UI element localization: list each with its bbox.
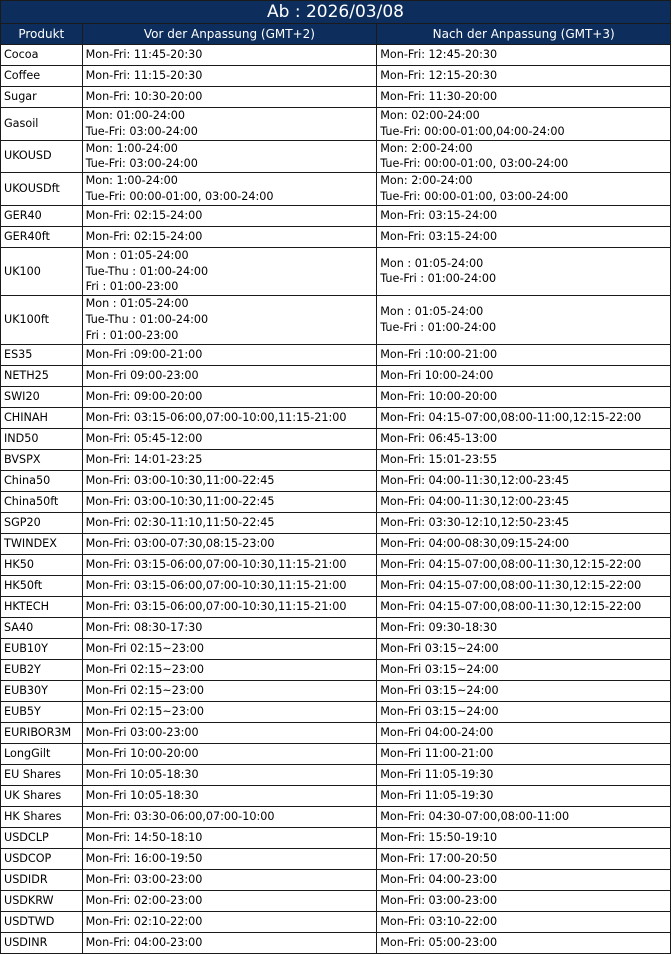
product-cell: Sugar — [1, 87, 83, 108]
hours-line: Mon-Fri: 03:00-23:00 — [380, 893, 498, 907]
hours-line: Mon-Fri: 04:15-07:00,08:00-11:30,12:15-22:00 — [380, 599, 642, 613]
hours-line: Mon: 02:00-24:00 — [380, 109, 480, 122]
title-row — [1, 1, 671, 24]
table-row — [1, 470, 671, 491]
hours-line: Mon-Fri: 03:15-06:00,07:00-10:30,11:15-21:00 — [85, 578, 347, 592]
table-row — [1, 66, 671, 87]
column-header-product: Produkt — [1, 24, 83, 45]
table-row — [1, 743, 671, 764]
product-cell: CHINAH — [1, 407, 83, 428]
hours-line: Mon-Fri 04:00-24:00 — [380, 725, 494, 739]
before-hours-cell — [82, 575, 377, 596]
hours-line: Mon-Fri 03:15~24:00 — [380, 662, 499, 676]
table-row — [1, 911, 671, 932]
before-hours-cell — [82, 848, 377, 869]
after-hours-cell — [377, 890, 671, 911]
after-hours-cell — [377, 491, 671, 512]
product-cell: Cocoa — [1, 45, 83, 66]
hours-line: Mon-Fri :09:00-21:00 — [85, 347, 203, 361]
table-row — [1, 173, 671, 206]
before-hours-cell — [82, 785, 377, 806]
hours-line: Mon-Fri: 11:15-20:30 — [85, 69, 203, 83]
table-row — [1, 491, 671, 512]
hours-line: Mon-Fri 03:15~24:00 — [380, 683, 499, 697]
before-hours-cell — [82, 173, 377, 206]
table-row — [1, 722, 671, 743]
after-hours-cell — [377, 617, 671, 638]
after-hours-cell — [377, 173, 671, 206]
product-cell: USDCLP — [1, 827, 83, 848]
table-row — [1, 932, 671, 953]
hours-line: Mon: 2:00-24:00 — [380, 141, 473, 155]
after-hours-cell — [377, 575, 671, 596]
table-row — [1, 87, 671, 108]
hours-line: Mon-Fri :10:00-21:00 — [380, 347, 498, 361]
hours-line: Tue-Fri : 01:00-24:00 — [380, 272, 497, 286]
table-row — [1, 365, 671, 386]
hours-line: Mon-Fri: 04:15-07:00,08:00-11:30,12:15-22:00 — [380, 578, 642, 592]
hours-line: Mon-Fri 11:05-19:30 — [380, 767, 494, 781]
after-hours-cell — [377, 470, 671, 491]
hours-line: Mon-Fri: 02:10-22:00 — [85, 914, 203, 928]
before-hours-cell — [82, 806, 377, 827]
product-cell: EUB2Y — [1, 659, 83, 680]
product-cell: GER40ft — [1, 226, 83, 247]
after-hours-cell — [377, 449, 671, 470]
before-hours-cell — [82, 638, 377, 659]
table-row — [1, 617, 671, 638]
hours-line: Tue-Fri: 03:00-24:00 — [85, 124, 198, 138]
before-hours-cell — [82, 470, 377, 491]
column-header-before: Vor der Anpassung (GMT+2) — [82, 24, 377, 45]
table-row — [1, 428, 671, 449]
product-cell: China50 — [1, 470, 83, 491]
hours-line: Mon-Fri: 02:00-23:00 — [85, 893, 203, 907]
hours-line: Mon: 2:00-24:00 — [380, 174, 473, 188]
hours-line: Mon-Fri: 12:15-20:30 — [380, 69, 498, 83]
product-cell: China50ft — [1, 491, 83, 512]
hours-line: Mon : 01:05-24:00 — [380, 305, 484, 319]
table-row — [1, 848, 671, 869]
hours-line: Mon: 1:00-24:00 — [85, 174, 178, 188]
before-hours-cell — [82, 386, 377, 407]
before-hours-cell — [82, 932, 377, 953]
hours-line: Mon-Fri: 10:00-20:00 — [380, 389, 498, 403]
table-row — [1, 407, 671, 428]
product-cell: Gasoil — [1, 108, 83, 141]
table-row — [1, 638, 671, 659]
hours-line: Mon-Fri: 12:45-20:30 — [380, 48, 498, 62]
hours-line: Mon-Fri: 09:00-20:00 — [85, 389, 203, 403]
hours-line: Mon : 01:05-24:00 — [85, 297, 189, 311]
after-hours-cell — [377, 247, 671, 295]
after-hours-cell — [377, 785, 671, 806]
after-hours-cell — [377, 911, 671, 932]
product-cell: UKOUSD — [1, 140, 83, 173]
table-row — [1, 533, 671, 554]
hours-line: Mon-Fri 10:00-20:00 — [85, 746, 199, 760]
after-hours-cell — [377, 365, 671, 386]
hours-line: Mon-Fri 09:00-23:00 — [85, 368, 199, 382]
after-hours-cell — [377, 386, 671, 407]
table-row — [1, 449, 671, 470]
table-row — [1, 386, 671, 407]
after-hours-cell — [377, 848, 671, 869]
hours-line: Mon-Fri: 03:15-06:00,07:00-10:30,11:15-21:00 — [85, 599, 347, 613]
hours-line: Mon-Fri: 03:00-10:30,11:00-22:45 — [85, 494, 275, 508]
table-row — [1, 680, 671, 701]
table-row — [1, 659, 671, 680]
table-title: Ab : 2026/03/08 — [1, 1, 671, 24]
after-hours-cell — [377, 701, 671, 722]
table-row — [1, 296, 671, 344]
product-cell: ES35 — [1, 344, 83, 365]
product-cell: HK50ft — [1, 575, 83, 596]
hours-line: Mon-Fri: 11:45-20:30 — [85, 48, 203, 62]
hours-line: Mon-Fri: 03:30-12:10,12:50-23:45 — [380, 515, 570, 529]
hours-line: Tue-Fri: 00:00-01:00, 03:00-24:00 — [85, 189, 274, 203]
header-row — [1, 24, 671, 45]
hours-line: Mon-Fri 11:05-19:30 — [380, 788, 494, 802]
after-hours-cell — [377, 407, 671, 428]
hours-line: Mon-Fri 11:00-21:00 — [380, 746, 494, 760]
product-cell: HK50 — [1, 554, 83, 575]
before-hours-cell — [82, 66, 377, 87]
after-hours-cell — [377, 869, 671, 890]
hours-line: Mon-Fri 02:15~23:00 — [85, 683, 204, 697]
before-hours-cell — [82, 108, 377, 141]
hours-line: Tue-Thu : 01:00-24:00 — [85, 312, 209, 326]
after-hours-cell — [377, 827, 671, 848]
hours-line: Mon-Fri: 17:00-20:50 — [380, 851, 498, 865]
table-row — [1, 45, 671, 66]
hours-line: Mon-Fri 10:05-18:30 — [85, 788, 199, 802]
hours-line: Mon-Fri: 16:00-19:50 — [85, 851, 203, 865]
after-hours-cell — [377, 596, 671, 617]
hours-line: Mon-Fri: 15:01-23:55 — [380, 452, 498, 466]
table-row — [1, 869, 671, 890]
before-hours-cell — [82, 617, 377, 638]
product-cell: TWINDEX — [1, 533, 83, 554]
hours-line: Mon-Fri: 04:00-11:30,12:00-23:45 — [380, 473, 570, 487]
hours-line: Mon: 01:00-24:00 — [85, 109, 186, 122]
hours-line: Mon: 1:00-24:00 — [85, 141, 178, 155]
hours-line: Fri : 01:00-23:00 — [85, 328, 179, 342]
before-hours-cell — [82, 407, 377, 428]
after-hours-cell — [377, 66, 671, 87]
after-hours-cell — [377, 533, 671, 554]
table-row — [1, 554, 671, 575]
hours-line: Mon-Fri: 14:50-18:10 — [85, 830, 203, 844]
hours-line: Mon-Fri: 04:00-23:00 — [85, 935, 203, 949]
after-hours-cell — [377, 743, 671, 764]
after-hours-cell — [377, 108, 671, 141]
product-cell: SWI20 — [1, 386, 83, 407]
hours-line: Mon-Fri 02:15~23:00 — [85, 641, 204, 655]
hours-line: Tue-Fri: 03:00-24:00 — [85, 157, 198, 171]
hours-line: Mon-Fri: 06:45-13:00 — [380, 431, 498, 445]
table-row — [1, 140, 671, 173]
product-cell: UK Shares — [1, 785, 83, 806]
table-row — [1, 827, 671, 848]
hours-line: Mon-Fri: 08:30-17:30 — [85, 620, 203, 634]
hours-line: Mon-Fri 10:05-18:30 — [85, 767, 199, 781]
hours-line: Mon-Fri 10:00-24:00 — [380, 368, 494, 382]
product-cell: USDINR — [1, 932, 83, 953]
hours-line: Mon-Fri 03:15~24:00 — [380, 704, 499, 718]
hours-line: Mon-Fri: 04:30-07:00,08:00-11:00 — [380, 809, 570, 823]
before-hours-cell — [82, 226, 377, 247]
before-hours-cell — [82, 596, 377, 617]
hours-line: Tue-Fri: 00:00-01:00, 03:00-24:00 — [380, 189, 569, 203]
before-hours-cell — [82, 533, 377, 554]
after-hours-cell — [377, 512, 671, 533]
after-hours-cell — [377, 722, 671, 743]
before-hours-cell — [82, 701, 377, 722]
after-hours-cell — [377, 205, 671, 226]
product-cell: USDCOP — [1, 848, 83, 869]
hours-line: Mon-Fri: 03:10-22:00 — [380, 914, 498, 928]
after-hours-cell — [377, 344, 671, 365]
after-hours-cell — [377, 87, 671, 108]
before-hours-cell — [82, 743, 377, 764]
table-row — [1, 512, 671, 533]
table-row — [1, 764, 671, 785]
product-cell: UK100 — [1, 247, 83, 295]
before-hours-cell — [82, 512, 377, 533]
before-hours-cell — [82, 554, 377, 575]
after-hours-cell — [377, 554, 671, 575]
before-hours-cell — [82, 365, 377, 386]
table-row — [1, 596, 671, 617]
after-hours-cell — [377, 659, 671, 680]
after-hours-cell — [377, 638, 671, 659]
hours-line: Tue-Fri : 01:00-24:00 — [380, 320, 497, 334]
before-hours-cell — [82, 722, 377, 743]
before-hours-cell — [82, 827, 377, 848]
before-hours-cell — [82, 247, 377, 295]
hours-line: Mon : 01:05-24:00 — [380, 256, 484, 270]
hours-line: Mon-Fri: 03:00-07:30,08:15-23:00 — [85, 536, 275, 550]
table-row — [1, 247, 671, 295]
hours-line: Mon-Fri: 03:15-24:00 — [380, 208, 498, 222]
table-row — [1, 205, 671, 226]
table-row — [1, 785, 671, 806]
product-cell: NETH25 — [1, 365, 83, 386]
before-hours-cell — [82, 344, 377, 365]
hours-line: Mon-Fri 03:00-23:00 — [85, 725, 199, 739]
table-row — [1, 701, 671, 722]
product-cell: UKOUSDft — [1, 173, 83, 206]
hours-line: Mon-Fri: 04:15-07:00,08:00-11:30,12:15-22:00 — [380, 557, 642, 571]
after-hours-cell — [377, 45, 671, 66]
after-hours-cell — [377, 296, 671, 344]
hours-line: Mon-Fri: 11:30-20:00 — [380, 90, 498, 104]
product-cell: UK100ft — [1, 296, 83, 344]
before-hours-cell — [82, 764, 377, 785]
product-cell: GER40 — [1, 205, 83, 226]
after-hours-cell — [377, 764, 671, 785]
table-row — [1, 575, 671, 596]
table-row — [1, 344, 671, 365]
hours-line: Mon-Fri: 04:00-08:30,09:15-24:00 — [380, 536, 570, 550]
after-hours-cell — [377, 140, 671, 173]
before-hours-cell — [82, 87, 377, 108]
hours-line: Mon-Fri: 03:30-06:00,07:00-10:00 — [85, 809, 275, 823]
before-hours-cell — [82, 449, 377, 470]
hours-line: Mon-Fri 03:15~24:00 — [380, 641, 499, 655]
product-cell: EU Shares — [1, 764, 83, 785]
hours-line: Mon-Fri: 03:00-10:30,11:00-22:45 — [85, 473, 275, 487]
product-cell: USDIDR — [1, 869, 83, 890]
product-cell: EUB5Y — [1, 701, 83, 722]
hours-line: Mon-Fri: 03:15-06:00,07:00-10:30,11:15-21:00 — [85, 557, 347, 571]
hours-line: Mon-Fri: 15:50-19:10 — [380, 830, 498, 844]
after-hours-cell — [377, 932, 671, 953]
product-cell: Coffee — [1, 66, 83, 87]
after-hours-cell — [377, 680, 671, 701]
hours-line: Fri : 01:00-23:00 — [85, 280, 179, 294]
hours-line: Mon-Fri: 09:30-18:30 — [380, 620, 498, 634]
hours-line: Tue-Thu : 01:00-24:00 — [85, 264, 209, 278]
table-row — [1, 890, 671, 911]
hours-line: Tue-Fri: 00:00-01:00, 03:00-24:00 — [380, 157, 569, 171]
product-cell: SGP20 — [1, 512, 83, 533]
hours-line: Mon-Fri 02:15~23:00 — [85, 662, 204, 676]
product-cell: BVSPX — [1, 449, 83, 470]
after-hours-cell — [377, 226, 671, 247]
before-hours-cell — [82, 296, 377, 344]
before-hours-cell — [82, 869, 377, 890]
hours-line: Mon-Fri: 04:00-23:00 — [380, 872, 498, 886]
table-row — [1, 806, 671, 827]
column-header-after: Nach der Anpassung (GMT+3) — [377, 24, 671, 45]
before-hours-cell — [82, 890, 377, 911]
product-cell: EURIBOR3M — [1, 722, 83, 743]
hours-line: Mon-Fri: 05:00-23:00 — [380, 935, 498, 949]
hours-line: Mon-Fri: 10:30-20:00 — [85, 90, 203, 104]
product-cell: SA40 — [1, 617, 83, 638]
table-row — [1, 226, 671, 247]
hours-line: Mon-Fri: 02:30-11:10,11:50-22:45 — [85, 515, 275, 529]
hours-line: Mon-Fri: 04:15-07:00,08:00-11:00,12:15-22:00 — [380, 410, 642, 424]
before-hours-cell — [82, 428, 377, 449]
hours-line: Mon-Fri: 02:15-24:00 — [85, 229, 203, 243]
before-hours-cell — [82, 140, 377, 173]
product-cell: USDTWD — [1, 911, 83, 932]
before-hours-cell — [82, 911, 377, 932]
before-hours-cell — [82, 680, 377, 701]
product-cell: EUB10Y — [1, 638, 83, 659]
hours-line: Tue-Fri: 00:00-01:00,04:00-24:00 — [380, 124, 565, 138]
product-cell: HKTECH — [1, 596, 83, 617]
hours-line: Mon-Fri: 03:00-23:00 — [85, 872, 203, 886]
table-row — [1, 108, 671, 141]
before-hours-cell — [82, 205, 377, 226]
product-cell: LongGilt — [1, 743, 83, 764]
before-hours-cell — [82, 45, 377, 66]
hours-line: Mon-Fri: 04:00-11:30,12:00-23:45 — [380, 494, 570, 508]
hours-line: Mon-Fri: 03:15-06:00,07:00-10:00,11:15-21:00 — [85, 410, 347, 424]
before-hours-cell — [82, 659, 377, 680]
product-cell: IND50 — [1, 428, 83, 449]
hours-line: Mon-Fri: 03:15-24:00 — [380, 229, 498, 243]
hours-line: Mon-Fri: 14:01-23:25 — [85, 452, 203, 466]
after-hours-cell — [377, 806, 671, 827]
hours-line: Mon : 01:05-24:00 — [85, 248, 189, 262]
product-cell: EUB30Y — [1, 680, 83, 701]
hours-line: Mon-Fri: 05:45-12:00 — [85, 431, 203, 445]
before-hours-cell — [82, 491, 377, 512]
hours-line: Mon-Fri 02:15~23:00 — [85, 704, 204, 718]
product-cell: HK Shares — [1, 806, 83, 827]
product-cell: USDKRW — [1, 890, 83, 911]
after-hours-cell — [377, 428, 671, 449]
hours-line: Mon-Fri: 02:15-24:00 — [85, 208, 203, 222]
